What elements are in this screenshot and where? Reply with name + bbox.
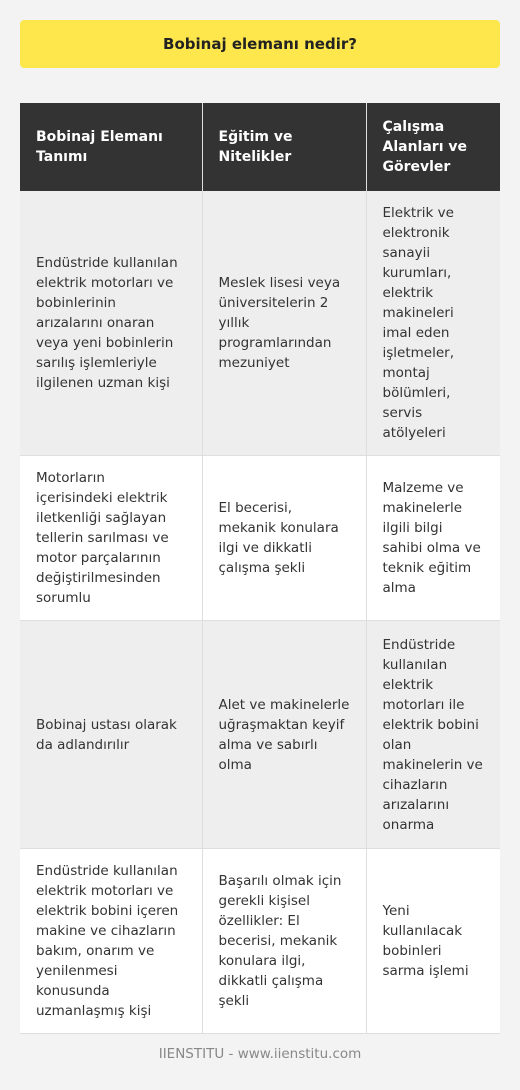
info-table bbox=[20, 103, 500, 1034]
table-cell: Endüstride kullanılan elektrik motorları ve bobinlerinin arızalarını onaran veya yeni bobinlerin sarılış işlemleriyle ilgilenen uzman kişi bbox=[20, 191, 202, 456]
table-cell: Malzeme ve makinelerle ilgili bilgi sahibi olma ve teknik eğitim alma bbox=[366, 456, 500, 621]
header-work-areas: Çalışma Alanları ve Görevler bbox=[366, 103, 500, 191]
table-cell: El becerisi, mekanik konulara ilgi ve dikkatli çalışma şekli bbox=[202, 456, 366, 621]
table-cell: Endüstride kullanılan elektrik motorları ile elektrik bobini olan makinelerin ve cihazların arızalarını onarma bbox=[366, 621, 500, 849]
header-definition: Bobinaj Elemanı Tanımı bbox=[20, 103, 202, 191]
table-cell: Başarılı olmak için gerekli kişisel özellikler: El becerisi, mekanik konulara ilgi, dikkatli çalışma şekli bbox=[202, 849, 366, 1034]
table-cell: Elektrik ve elektronik sanayii kurumları, elektrik makineleri imal eden işletmeler, montaj bölümleri, servis atölyeleri bbox=[366, 191, 500, 456]
table-cell: Meslek lisesi veya üniversitelerin 2 yıllık programlarından mezuniyet bbox=[202, 191, 366, 456]
table-row bbox=[20, 191, 500, 456]
table-row bbox=[20, 849, 500, 1034]
table-row bbox=[20, 621, 500, 849]
table-row bbox=[20, 456, 500, 621]
page-title: Bobinaj elemanı nedir? bbox=[163, 35, 357, 53]
table-cell: Alet ve makinelerle uğraşmaktan keyif alma ve sabırlı olma bbox=[202, 621, 366, 849]
footer-credit: IIENSTITU - www.iienstitu.com bbox=[158, 1046, 362, 1062]
table-cell: Motorların içerisindeki elektrik iletkenliği sağlayan tellerin sarılması ve motor parçalarının değiştirilmesinden sorumlu bbox=[20, 456, 202, 621]
table-cell: Yeni kullanılacak bobinleri sarma işlemi bbox=[366, 849, 500, 1034]
page-title-banner bbox=[20, 20, 500, 68]
table-header-row bbox=[20, 103, 500, 191]
table-cell: Bobinaj ustası olarak da adlandırılır bbox=[20, 621, 202, 849]
header-education: Eğitim ve Nitelikler bbox=[202, 103, 366, 191]
table-cell: Endüstride kullanılan elektrik motorları ve elektrik bobini içeren makine ve cihazların bakım, onarım ve yenilenmesi konusunda uzmanlaşmış kişi bbox=[20, 849, 202, 1034]
